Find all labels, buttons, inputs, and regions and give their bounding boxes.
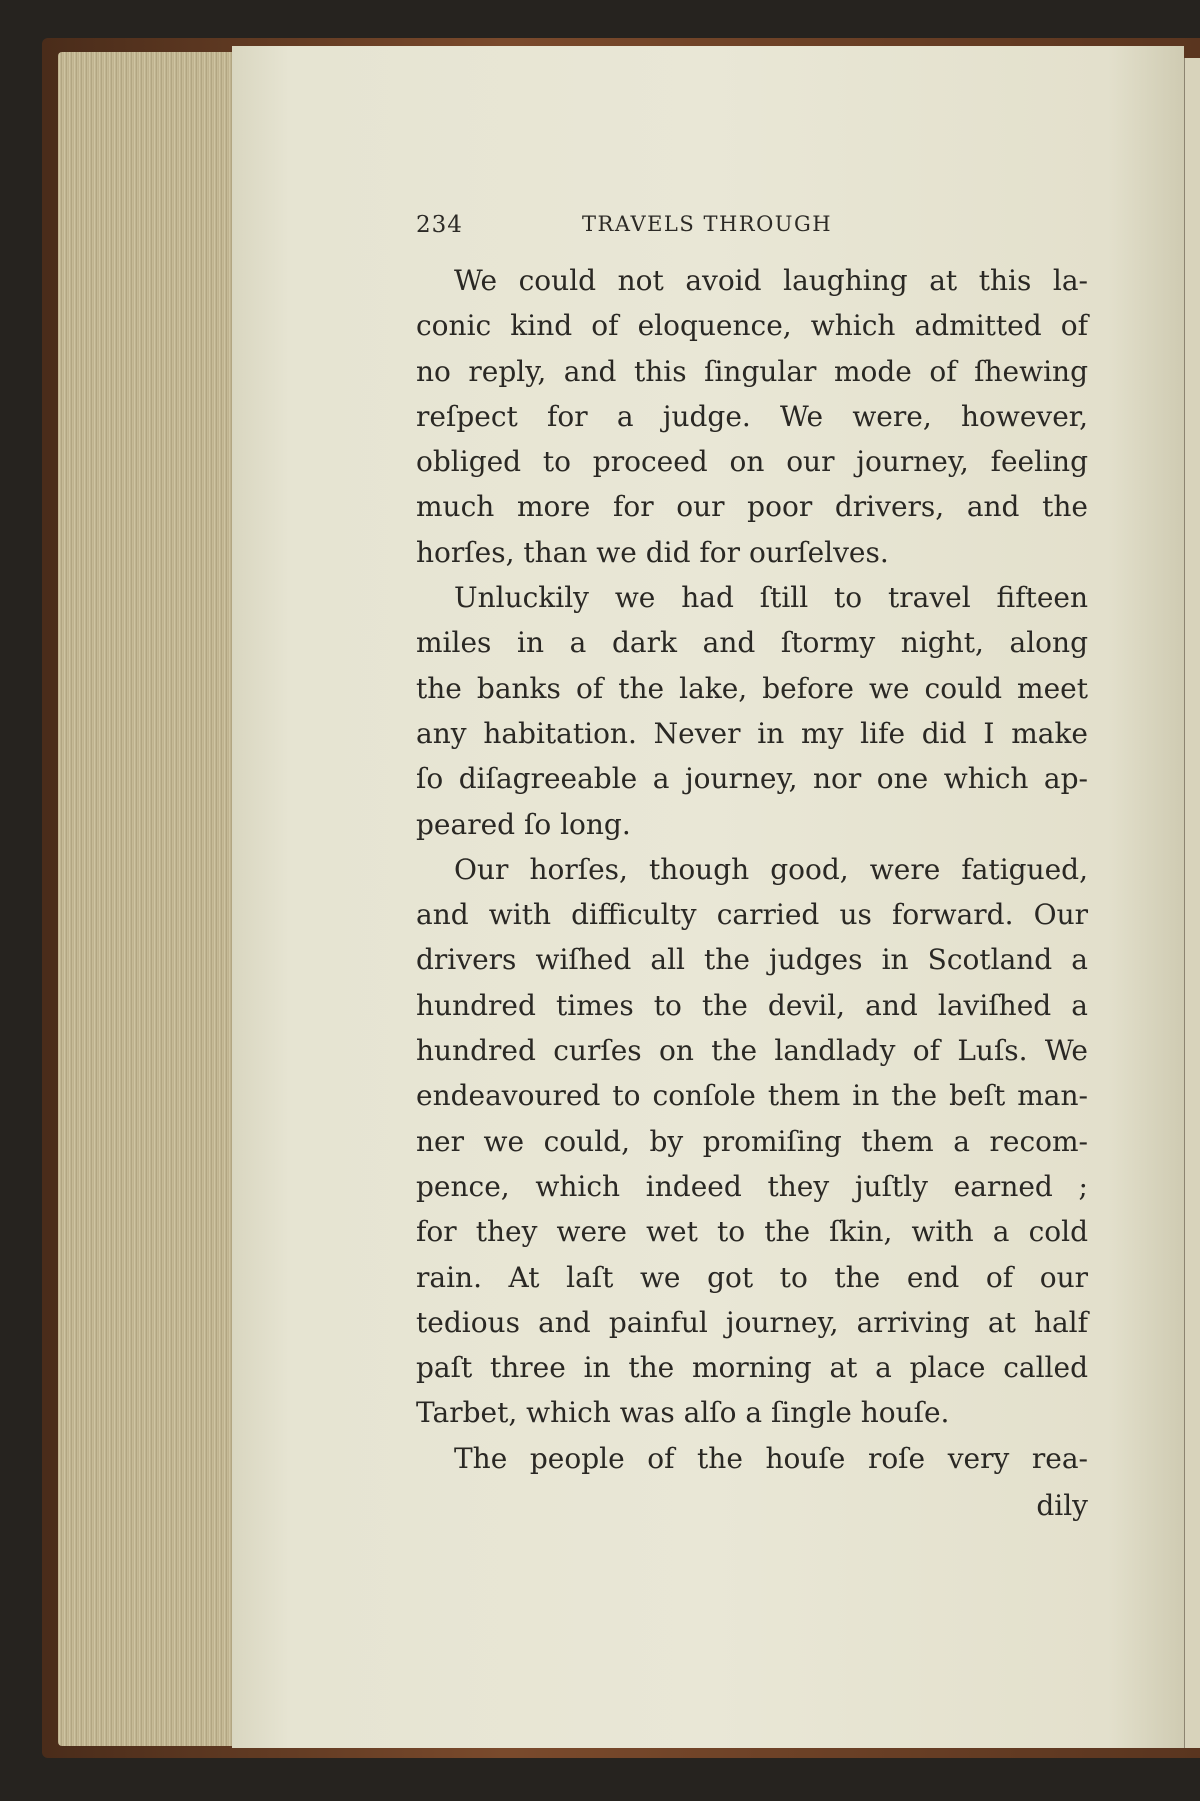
text-line: tedious and painful journey, arriving at half bbox=[416, 1305, 1088, 1339]
text-line: peared ſo long. bbox=[416, 807, 631, 841]
text-line: ner we could, by promiſing them a recom- bbox=[416, 1124, 1088, 1158]
text-line: reſpect for a judge. We were, however, bbox=[416, 399, 1088, 433]
running-title: TRAVELS THROUGH bbox=[582, 212, 833, 236]
facing-page-edge bbox=[1184, 58, 1200, 1748]
text-line: Tarbet, which was alſo a ſingle houſe. bbox=[416, 1396, 950, 1430]
text-line: hundred times to the devil, and laviſhed a bbox=[416, 988, 1088, 1022]
text-line: horſes, than we did for ourſelves. bbox=[416, 535, 889, 569]
text-line: no reply, and this ſingular mode of ſhewing bbox=[416, 354, 1088, 388]
text-line: drivers wiſhed all the judges in Scotland a bbox=[416, 943, 1088, 977]
text-line: paſt three in the morning at a place called bbox=[416, 1351, 1088, 1385]
page-header bbox=[416, 208, 1096, 248]
text-line: endeavoured to conſole them in the beſt man- bbox=[416, 1079, 1088, 1113]
body-text bbox=[416, 258, 1088, 1528]
text-line: conic kind of eloquence, which admitted of bbox=[416, 309, 1088, 343]
text-line: ſo diſagreeable a journey, nor one which ap- bbox=[416, 762, 1088, 796]
text-line: The people of the houſe roſe very rea- bbox=[454, 1441, 1088, 1475]
text-line: Unluckily we had ſtill to travel fifteen bbox=[454, 581, 1088, 615]
text-line: miles in a dark and ſtormy night, along bbox=[416, 626, 1088, 660]
page-number: 234 bbox=[416, 212, 463, 238]
text-line: hundred curſes on the landlady of Luſs. We bbox=[416, 1034, 1088, 1068]
text-line: the banks of the lake, before we could meet bbox=[416, 671, 1088, 705]
text-line: rain. At laſt we got to the end of our bbox=[416, 1260, 1088, 1294]
text-line: We could not avoid laughing at this la- bbox=[454, 264, 1088, 297]
text-line: for they were wet to the ſkin, with a cold bbox=[416, 1215, 1088, 1249]
text-line: obliged to proceed on our journey, feeling bbox=[416, 445, 1088, 479]
catchword: dily bbox=[1036, 1489, 1088, 1523]
text-line: pence, which indeed they juſtly earned ; bbox=[416, 1169, 1088, 1203]
text-line: any habitation. Never in my life did I make bbox=[416, 716, 1088, 750]
text-line: Our horſes, though good, were fatigued, bbox=[454, 852, 1088, 886]
text-line: and with difficulty carried us forward. Our bbox=[416, 898, 1088, 932]
page-edges bbox=[58, 52, 234, 1746]
text-line: much more for our poor drivers, and the bbox=[416, 490, 1088, 524]
